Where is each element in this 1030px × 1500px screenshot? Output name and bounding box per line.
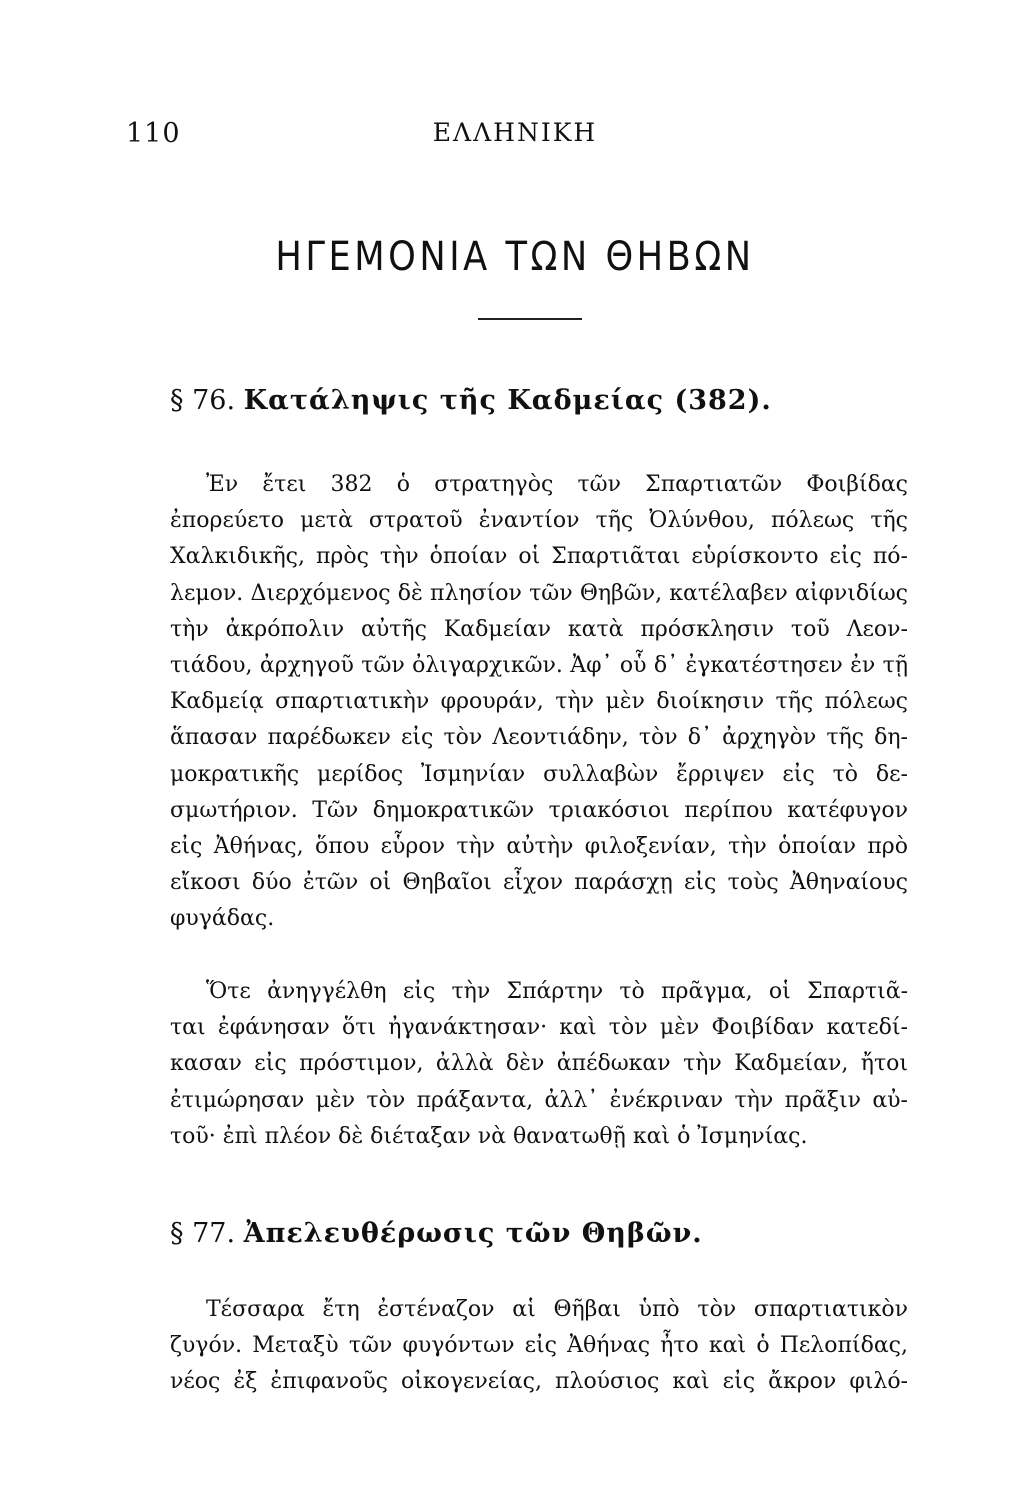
running-head: ΕΛΛΗΝΙΚΗ <box>432 118 598 147</box>
text-line: ἐτιμώρησαν μὲν τὸν πράξαντα, ἀλλ᾽ ἐνέκριναν τὴν πρᾶξιν αὐ- <box>170 1087 908 1113</box>
section-title: Κατάληψις τῆς Καδμείας (382). <box>243 385 772 416</box>
text-line: εἴκοσι δύο ἐτῶν οἱ Θηβαῖοι εἶχον παράσχῃ εἰς τοὺς Ἀθηναίους <box>170 870 908 896</box>
text-line: ται ἐφάνησαν ὅτι ἠγανάκτησαν· καὶ τὸν μὲν Φοιβίδαν κατεδί- <box>170 1015 908 1041</box>
text-line: Χαλκιδικῆς, πρὸς τὴν ὁποίαν οἱ Σπαρτιᾶται εὑρίσκοντο εἰς πό- <box>170 544 908 570</box>
text-line: τοῦ· ἐπὶ πλέον δὲ διέταξαν νὰ θανατωθῇ καὶ ὁ Ἰσμηνίας. <box>170 1123 808 1149</box>
text-line: φυγάδας. <box>170 906 275 932</box>
paragraph-2 <box>170 974 908 1155</box>
paragraph-3 <box>170 1292 908 1401</box>
text-line: τιάδου, ἀρχηγοῦ τῶν ὀλιγαρχικῶν. Ἀφ᾽ οὗ δ᾽ ἐγκατέστησεν ἐν τῇ <box>170 652 908 678</box>
text-line: λεμον. Διερχόμενος δὲ πλησίον τῶν Θηβῶν, κατέλαβεν αἰφνιδίως <box>170 580 908 606</box>
text-line: τὴν ἀκρόπολιν αὐτῆς Καδμείαν κατὰ πρόσκλησιν τοῦ Λεον- <box>170 616 908 642</box>
text-line: κασαν εἰς πρόστιμον, ἀλλὰ δὲν ἀπέδωκαν τὴν Καδμείαν, ἤτοι <box>170 1051 908 1077</box>
section-heading-76 <box>170 385 772 416</box>
text-line: ζυγόν. Μεταξὺ τῶν φυγόντων εἰς Ἀθήνας ἦτο καὶ ὁ Πελοπίδας, <box>170 1333 908 1359</box>
section-title: Ἀπελευθέρωσις τῶν Θηβῶν. <box>243 1218 703 1249</box>
section-number: § 76. <box>170 385 236 416</box>
paragraph-1 <box>170 467 908 937</box>
text-line: Ἐν ἔτει 382 ὁ στρατηγὸς τῶν Σπαρτιατῶν Φοιβίδας <box>206 472 908 497</box>
section-heading-77 <box>170 1218 703 1249</box>
text-line: Ὅτε ἀνηγγέλθη εἰς τὴν Σπάρτην τὸ πρᾶγμα, οἱ Σπαρτιᾶ- <box>206 979 908 1004</box>
text-line: μοκρατικῆς μερίδος Ἰσμηνίαν συλλαβὼν ἔρριψεν εἰς τὸ δε- <box>170 761 908 787</box>
page-number: 110 <box>126 118 181 149</box>
text-line: εἰς Ἀθήνας, ὅπου εὗρον τὴν αὐτὴν φιλοξενίαν, τὴν ὁποίαν πρὸ <box>170 833 908 859</box>
text-line: νέος ἐξ ἐπιφανοῦς οἰκογενείας, πλούσιος καὶ εἰς ἄκρον φιλό- <box>170 1369 908 1395</box>
text-line: Καδμείᾳ σπαρτιατικὴν φρουράν, τὴν μὲν διοίκησιν τῆς πόλεως <box>170 689 908 715</box>
text-line: Τέσσαρα ἔτη ἐστέναζον αἱ Θῆβαι ὑπὸ τὸν σπαρτιατικὸν <box>206 1297 908 1322</box>
section-number: § 77. <box>170 1218 236 1249</box>
chapter-title: ΗΓΕΜΟΝΙΑ ΤΩΝ ΘΗΒΩΝ <box>275 234 755 280</box>
title-rule <box>478 318 582 320</box>
text-line: ἅπασαν παρέδωκεν εἰς τὸν Λεοντιάδην, τὸν δ᾽ ἀρχηγὸν τῆς δη- <box>170 725 908 751</box>
text-line: σμωτήριον. Τῶν δημοκρατικῶν τριακόσιοι περίπου κατέφυγον <box>170 797 908 823</box>
text-line: ἐπορεύετο μετὰ στρατοῦ ἐναντίον τῆς Ὀλύνθου, πόλεως τῆς <box>170 508 908 534</box>
